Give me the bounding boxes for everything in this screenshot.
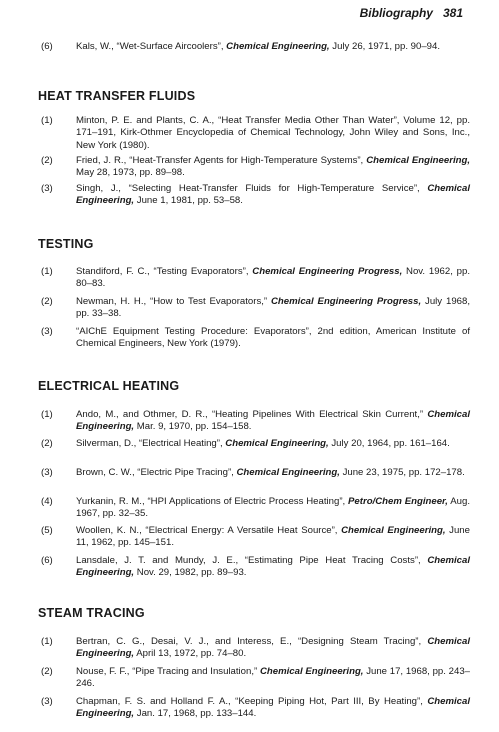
reference-text: Standiford, F. C., “Testing Evaporators”, bbox=[76, 266, 253, 277]
reference-text: Newman, H. H., “How to Test Evaporators,” bbox=[76, 296, 271, 307]
reference-entry bbox=[38, 496, 470, 521]
reference-number: (6) bbox=[41, 555, 53, 566]
reference-number: (3) bbox=[41, 467, 53, 478]
journal-name: Chemical Engineering Progress, bbox=[271, 296, 422, 307]
reference-text: Chapman, F. S. and Holland F. A., “Keeping Piping Hot, Part III, By Heating”, bbox=[76, 696, 428, 707]
reference-text: Minton, P. E. and Plants, C. A., “Heat Transfer Media Other Than Water”, Volume 12, pp. 171–191, Kirk-Othmer Encyclopedia of Chemical Technology, John Wiley and Sons, Inc., New York (1980). bbox=[76, 115, 470, 151]
reference-entry bbox=[38, 409, 470, 434]
section-title-steam-tracing: STEAM TRACING bbox=[38, 606, 145, 620]
journal-name: Petro/Chem Engineer, bbox=[348, 496, 448, 507]
reference-text: Lansdale, J. T. and Mundy, J. E., “Estimating Pipe Heat Tracing Costs”, bbox=[76, 555, 428, 566]
reference-details: June 1, 1981, pp. 53–58. bbox=[134, 195, 243, 207]
reference-entry bbox=[38, 296, 470, 321]
reference-number: (6) bbox=[41, 41, 53, 52]
reference-entry bbox=[38, 266, 470, 291]
reference-text: Yurkanin, R. M., “HPI Applications of Electric Process Heating”, bbox=[76, 496, 349, 507]
reference-entry bbox=[38, 326, 470, 351]
reference-entry bbox=[38, 555, 470, 580]
reference-details: July 26, 1971, pp. 90–94. bbox=[329, 41, 441, 52]
reference-text: Nouse, F. F., “Pipe Tracing and Insulation,” bbox=[76, 666, 260, 677]
reference-number: (3) bbox=[41, 696, 53, 707]
reference-entry bbox=[38, 636, 470, 661]
reference-details: Jan. 17, 1968, pp. 133–144. bbox=[134, 708, 257, 720]
reference-details: Aug. 1967, pp. 32–35. bbox=[76, 496, 470, 520]
reference-number: (1) bbox=[41, 409, 53, 420]
reference-number: (4) bbox=[41, 496, 53, 507]
journal-name: Chemical Engineering Progress, bbox=[252, 266, 403, 277]
reference-entry bbox=[38, 115, 470, 152]
running-header bbox=[360, 6, 463, 20]
reference-number: (3) bbox=[41, 183, 53, 194]
reference-text: Brown, C. W., “Electric Pipe Tracing”, bbox=[76, 467, 237, 478]
reference-details: Nov. 1962, pp. 80–83. bbox=[76, 266, 471, 290]
reference-details: April 13, 1972, pp. 74–80. bbox=[134, 648, 247, 660]
reference-entry bbox=[38, 696, 470, 721]
journal-name: Chemical Engineering, bbox=[226, 41, 330, 52]
section-title-heat-transfer-fluids: HEAT TRANSFER FLUIDS bbox=[38, 89, 196, 103]
journal-name: Chemical Engineering, bbox=[225, 438, 329, 449]
reference-details: June 23, 1975, pp. 172–178. bbox=[339, 467, 465, 478]
reference-details: Mar. 9, 1970, pp. 154–158. bbox=[134, 421, 252, 433]
reference-text: Ando, M., and Othmer, D. R., “Heating Pipelines With Electrical Skin Current,” bbox=[76, 409, 428, 420]
reference-details: July 1968, pp. 33–38. bbox=[76, 296, 470, 320]
reference-entry bbox=[38, 467, 470, 479]
reference-details: June 17, 1968, pp. 243–246. bbox=[76, 666, 470, 690]
reference-entry bbox=[38, 183, 470, 208]
section-title-testing: TESTING bbox=[38, 237, 94, 251]
reference-number: (2) bbox=[41, 438, 53, 449]
reference-text: Woollen, K. N., “Electrical Energy: A Versatile Heat Source”, bbox=[76, 525, 342, 536]
journal-name: Chemical Engineering, bbox=[76, 555, 470, 579]
journal-name: Chemical Engineering, bbox=[76, 409, 470, 433]
reference-details: June 11, 1962, pp. 145–151. bbox=[76, 525, 470, 549]
reference-entry bbox=[38, 525, 470, 550]
reference-number: (2) bbox=[41, 296, 53, 307]
reference-entry bbox=[38, 666, 470, 691]
journal-name: Chemical Engineering, bbox=[259, 666, 364, 677]
journal-name: Chemical Engineering, bbox=[76, 636, 470, 660]
reference-entry bbox=[38, 41, 470, 53]
reference-number: (3) bbox=[41, 326, 53, 337]
reference-number: (5) bbox=[41, 525, 53, 536]
journal-name: Chemical Engineering, bbox=[76, 183, 470, 207]
journal-name: Chemical Engineering, bbox=[236, 467, 340, 478]
reference-text: Silverman, D., “Electrical Heating”, bbox=[76, 438, 226, 449]
reference-number: (2) bbox=[41, 155, 53, 166]
reference-entry bbox=[38, 438, 470, 450]
section-title-electrical-heating: ELECTRICAL HEATING bbox=[38, 379, 180, 393]
header-title: Bibliography bbox=[359, 6, 433, 20]
page-number: 381 bbox=[442, 6, 463, 20]
reference-details: May 28, 1973, pp. 89–98. bbox=[76, 167, 185, 179]
reference-number: (1) bbox=[41, 636, 53, 647]
reference-text: “AIChE Equipment Testing Procedure: Evaporators”, 2nd edition, American Institute of Chemical Engineers, New York (1979). bbox=[76, 326, 470, 350]
reference-details: July 20, 1964, pp. 161–164. bbox=[328, 438, 450, 449]
reference-text: Fried, J. R., “Heat-Transfer Agents for High-Temperature Systems”, bbox=[76, 155, 367, 166]
journal-name: Chemical Engineering, bbox=[341, 525, 446, 536]
reference-number: (2) bbox=[41, 666, 53, 677]
reference-number: (1) bbox=[41, 266, 53, 277]
reference-number: (1) bbox=[41, 115, 53, 126]
reference-details: Nov. 29, 1982, pp. 89–93. bbox=[134, 567, 247, 579]
journal-name: Chemical Engineering, bbox=[76, 696, 470, 720]
reference-text: Singh, J., “Selecting Heat-Transfer Fluids for High-Temperature Service”, bbox=[76, 183, 428, 194]
reference-text: Bertran, C. G., Desai, V. J., and Interess, E., “Designing Steam Tracing”, bbox=[76, 636, 428, 647]
journal-name: Chemical Engineering, bbox=[366, 155, 470, 166]
reference-entry bbox=[38, 155, 470, 180]
reference-text: Kals, W., “Wet-Surface Aircoolers”, bbox=[76, 41, 227, 52]
